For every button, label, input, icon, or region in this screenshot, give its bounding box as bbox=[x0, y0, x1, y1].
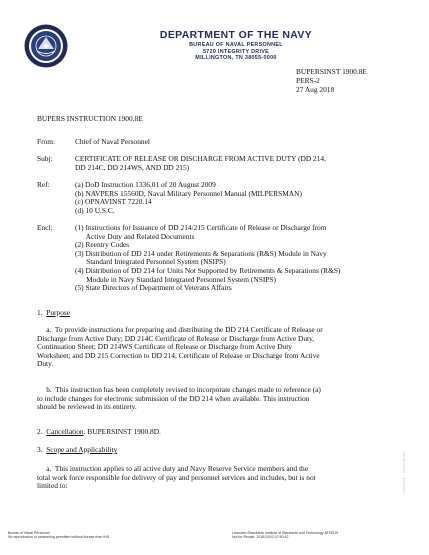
enclosure-line: (4) Distribution of DD 214 for Units Not Supported by Retirements & Separations (R&S) bbox=[75, 266, 341, 275]
subject-label: Subj: bbox=[37, 154, 53, 163]
section-number: 2. bbox=[37, 427, 43, 436]
issue-date: 27 Aug 2018 bbox=[296, 85, 335, 95]
instruction-title: BUPERS INSTRUCTION 1900.8E bbox=[37, 114, 143, 123]
ssic-block bbox=[296, 67, 367, 95]
section-1-heading bbox=[37, 309, 70, 318]
paragraph-line: should be reviewed in its entirety. bbox=[37, 402, 137, 412]
section-title: Cancellation bbox=[46, 427, 84, 436]
footer-left bbox=[8, 531, 109, 540]
enclosure-line: Standard Integrated Personnel System (NSIPS) bbox=[75, 257, 226, 267]
letterhead-title: DEPARTMENT OF THE NAVY bbox=[159, 30, 313, 41]
paragraph-line: Duty. bbox=[37, 359, 54, 369]
section-3-heading bbox=[37, 446, 117, 455]
letterhead-bureau: BUREAU OF NAVAL PERSONNEL bbox=[189, 42, 283, 48]
enclosure-line: (1) Instructions for Issuance of DD 214/215 Certificate of Release or Discharge from bbox=[75, 223, 327, 232]
paragraph-1b bbox=[37, 386, 399, 412]
footer-right bbox=[232, 531, 338, 540]
paragraph-3a bbox=[37, 465, 399, 491]
letterhead-city: MILLINGTON, TN 38055-0000 bbox=[195, 55, 277, 62]
reference-d: (d) 10 U.S.C. bbox=[75, 205, 115, 215]
paragraph-line: a. To provide instructions for preparing and distributing the DD 214 Certificate of Release or bbox=[37, 325, 323, 334]
paragraph-line: limited to: bbox=[37, 481, 68, 491]
subject-line-2: DD 214C, DD 214WS, AND DD 215) bbox=[75, 163, 190, 172]
paragraph-line: b. This instruction has been completely revised to incorporate changes made to reference (a) bbox=[37, 385, 321, 394]
paragraph-1a bbox=[37, 326, 399, 369]
footer-license: Licensee=Standards Institute of Standards and Technology 4875519 bbox=[232, 531, 339, 535]
section-number: 1. bbox=[37, 308, 43, 317]
footer-resale: Not for Resale, 2018/10/02 07:50:42 bbox=[232, 535, 289, 540]
reference-c: (c) OPNAVINST 7220.14 bbox=[75, 197, 152, 207]
subject-line-1: CERTIFICATE OF RELEASE OR DISCHARGE FROM ACTIVE DUTY (DD 214, bbox=[75, 154, 326, 163]
paragraph-line: total work force responsible for delivery of pay and personnel services and includes, but is not bbox=[37, 472, 316, 482]
paragraph-line: Continuation Sheet; DD 214WS Certificate of Release or Discharge from Active Duty bbox=[37, 342, 292, 352]
paragraph-line: to include changes for electronic submission of the DD 214 when available. This instruction bbox=[37, 393, 310, 403]
office-code: PERS-2 bbox=[296, 76, 320, 86]
section-title: Scope and Applicability bbox=[46, 445, 118, 454]
instruction-number: BUPERSINST 1900.8E bbox=[296, 67, 367, 76]
paragraph-line: Worksheet; and DD 215 Correction to DD 214, Certificate of Release or Discharge from Active bbox=[37, 350, 320, 360]
enclosure-line: Active Duty and Related Documents bbox=[75, 231, 195, 241]
letterhead-street: 5720 INTEGRITY DRIVE bbox=[202, 48, 270, 55]
cancellation-text: . BUPERSINST 1900.8D. bbox=[83, 427, 161, 436]
letterhead bbox=[136, 30, 336, 62]
reference-a: (a) DoD Instruction 1336.01 of 20 August 2009 bbox=[75, 180, 216, 189]
enclosure-line: Module in Navy Standard Integrated Personnel System (NSIPS) bbox=[75, 274, 276, 284]
navy-seal-icon bbox=[24, 24, 68, 68]
enclosure-line: (5) State Directors of Department of Veterans Affairs bbox=[75, 283, 232, 293]
margin-watermark: Licensed by ... for internal use bbox=[402, 452, 406, 495]
paragraph-line: a. This instruction applies to all active duty and Navy Reserve Service members and the bbox=[37, 464, 308, 473]
section-title: Purpose bbox=[46, 308, 71, 317]
reference-b: (b) NAVPERS 15560D, Naval Military Personnel Manual (MILPERSMAN) bbox=[75, 188, 302, 198]
paragraph-line: Discharge from Active Duty; DD 214C Certificate of Release or Discharge from Active Duty, bbox=[37, 333, 315, 343]
from-label: From: bbox=[37, 137, 56, 146]
from-value: Chief of Naval Personnel bbox=[75, 137, 150, 146]
reference-label: Ref: bbox=[37, 180, 50, 189]
section-number: 3. bbox=[37, 445, 43, 454]
footer-notice: No reproduction or networking permitted without license from IHS bbox=[8, 535, 110, 540]
footer-publisher: Bureau of Naval Personnel bbox=[8, 531, 50, 535]
enclosure-label: Encl: bbox=[37, 223, 53, 232]
section-2-heading bbox=[37, 428, 161, 437]
enclosure-line: (2) Reentry Codes bbox=[75, 240, 130, 250]
enclosure-line: (3) Distribution of DD 214 under Retirements & Separations (R&S) Module in Navy bbox=[75, 248, 327, 258]
